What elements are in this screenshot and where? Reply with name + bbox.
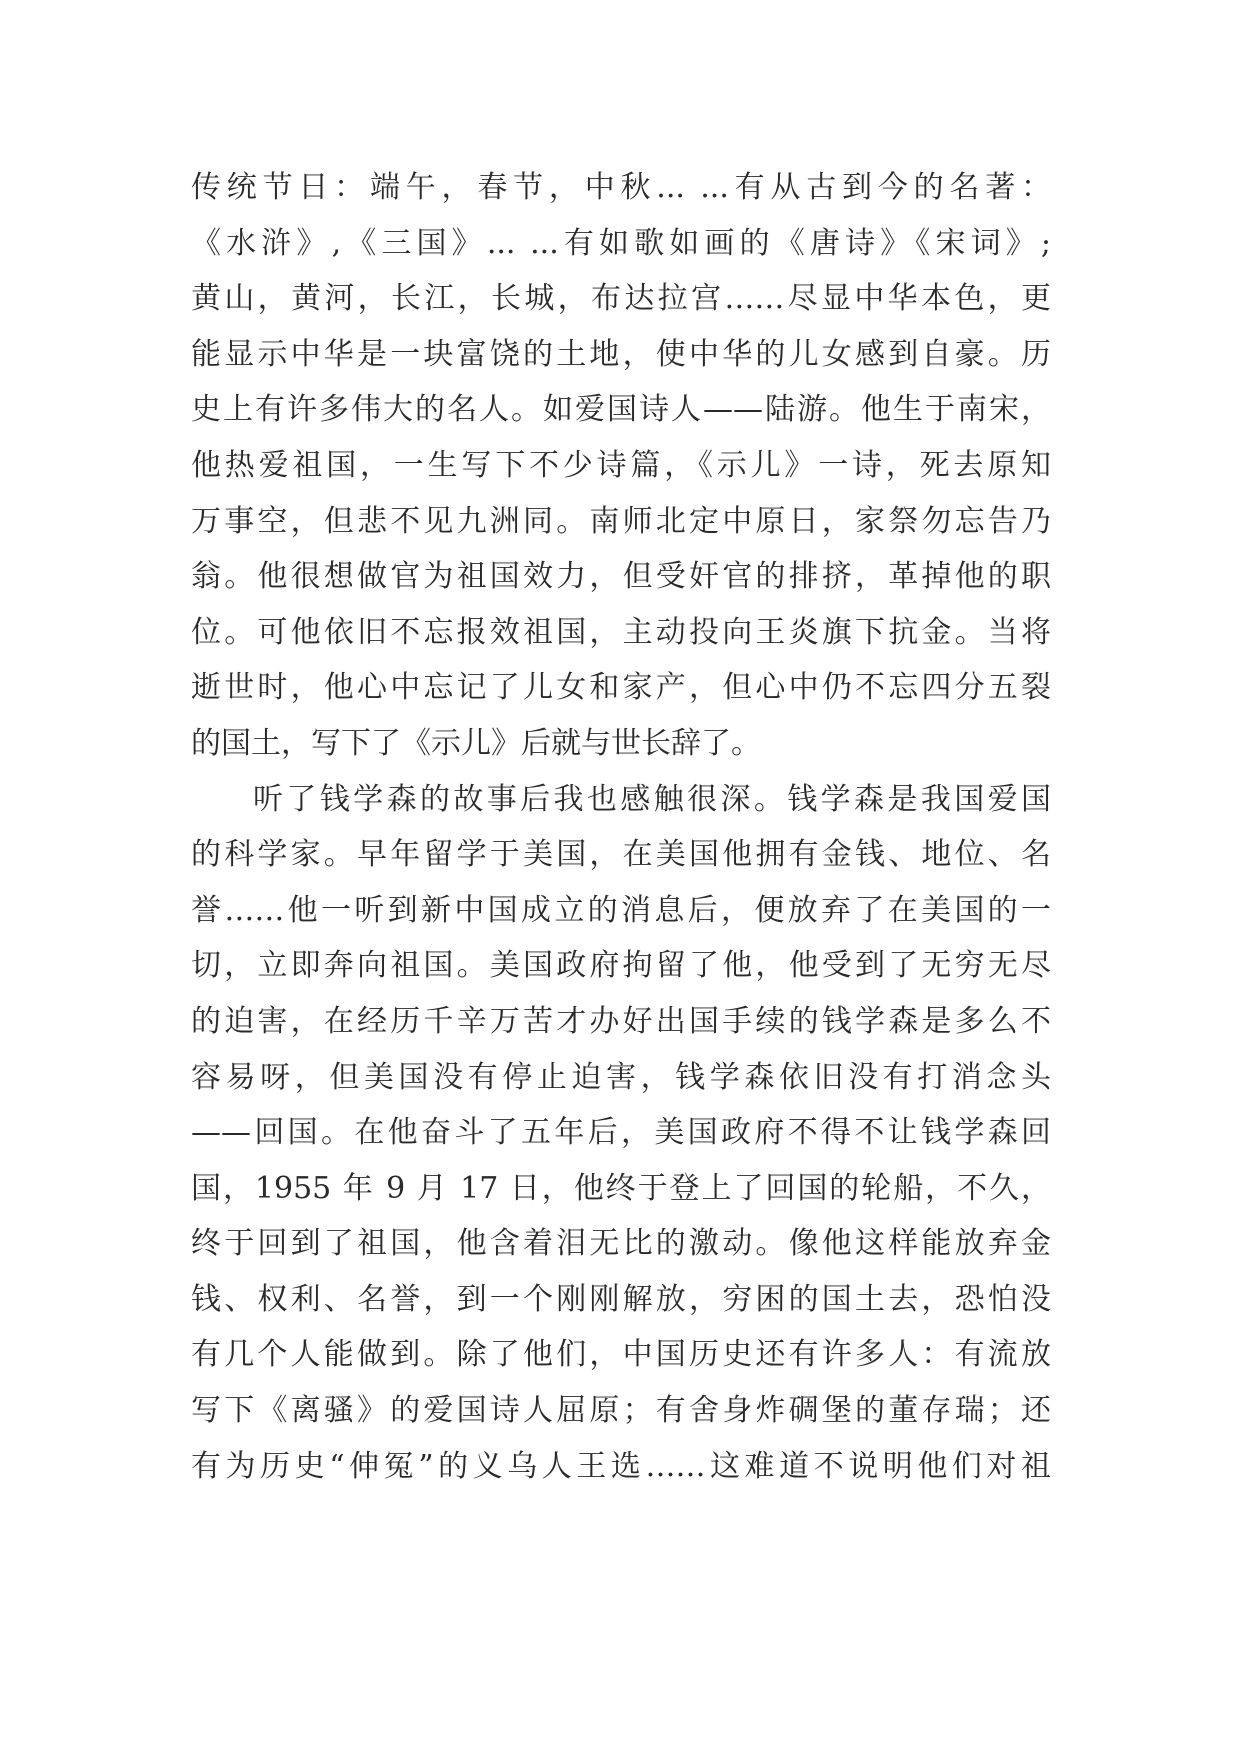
text-line: 的科学家。早年留学于美国，在美国他拥有金钱、地位、名 <box>191 837 1051 873</box>
text-line: 切，立即奔向祖国。美国政府拘留了他，他受到了无穷无尽 <box>191 948 1051 984</box>
text-line: 誉……他一听到新中国成立的消息后，便放弃了在美国的一 <box>191 892 1051 928</box>
text-line: 终于回到了祖国，他含着泪无比的激动。像他这样能放弃金 <box>191 1226 1051 1262</box>
text-line: 有几个人能做到。除了他们，中国历史还有许多人：有流放 <box>191 1337 1051 1373</box>
text-line: 写下《离骚》的爱国诗人屈原；有舍身炸碉堡的董存瑞；还 <box>191 1393 1051 1429</box>
body-text <box>191 160 1051 1494</box>
text-line: 能显示中华是一块富饶的土地，使中华的儿女感到自豪。历 <box>191 336 1051 372</box>
paragraph-2 <box>191 772 1051 1495</box>
text-line: 《水浒》,《三国》... ...有如歌如画的《唐诗》《宋词》; <box>191 225 1051 261</box>
paragraph-1 <box>191 160 1051 772</box>
text-line: 的迫害，在经历千辛万苦才办好出国手续的钱学森是多么不 <box>191 1003 1051 1039</box>
text-line: 的国土，写下了《示儿》后就与世长辞了。 <box>191 725 761 761</box>
text-line: 史上有许多伟大的名人。如爱国诗人——陆游。他生于南宋， <box>191 392 1051 428</box>
text-line: 听了钱学森的故事后我也感触很深。钱学森是我国爱国 <box>253 781 1051 817</box>
text-line: 万事空，但悲不见九洲同。南师北定中原日，家祭勿忘告乃 <box>191 503 1051 539</box>
text-line: ——回国。在他奋斗了五年后，美国政府不得不让钱学森回 <box>191 1115 1051 1151</box>
text-line: 有为历史“伸冤”的义乌人王选……这难道不说明他们对祖 <box>191 1448 1051 1484</box>
text-line: 钱、权利、名誉，到一个刚刚解放，穷困的国土去，恐怕没 <box>191 1281 1051 1317</box>
text-line: 翁。他很想做官为祖国效力，但受奸官的排挤，革掉他的职 <box>191 559 1051 595</box>
text-line: 位。可他依旧不忘报效祖国，主动投向王炎旗下抗金。当将 <box>191 614 1051 650</box>
text-line: 容易呀，但美国没有停止迫害，钱学森依旧没有打消念头 <box>191 1059 1051 1095</box>
text-line: 传统节日：端午，春节，中秋... ...有从古到今的名著： <box>191 170 1051 205</box>
text-line: 逝世时，他心中忘记了儿女和家产，但心中仍不忘四分五裂 <box>191 670 1051 706</box>
text-line: 黄山，黄河，长江，长城，布达拉宫……尽显中华本色，更 <box>191 281 1051 317</box>
text-line: 他热爱祖国，一生写下不少诗篇，《示儿》一诗，死去原知 <box>191 447 1051 483</box>
text-line: 国，1955 年 9 月 17 日，他终于登上了回国的轮船，不久， <box>191 1170 1051 1206</box>
